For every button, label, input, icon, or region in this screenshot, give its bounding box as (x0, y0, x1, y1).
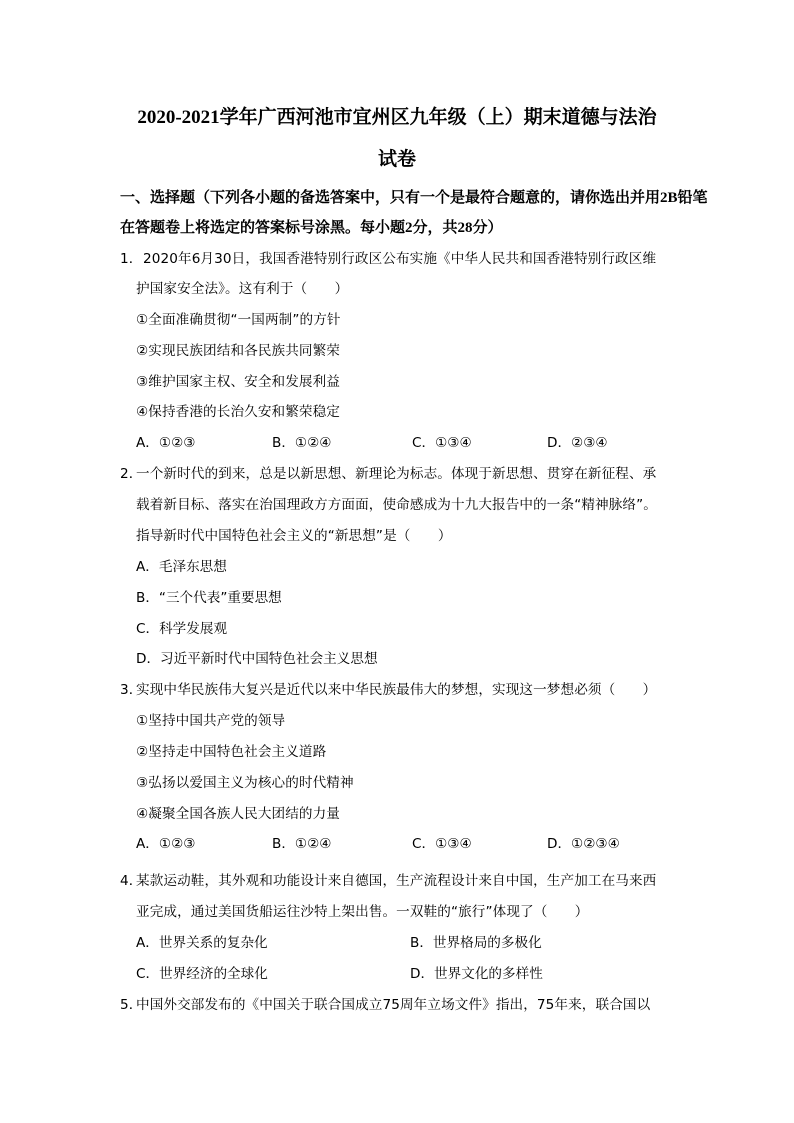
option-d[interactable]: D．世界文化的多样性 (410, 966, 543, 982)
option-c[interactable]: C．①③④ (412, 836, 472, 852)
option-a[interactable]: A．①②③ (136, 836, 196, 852)
option-b[interactable]: B．世界格局的多极化 (410, 935, 542, 951)
question-stem-line: 亚完成，通过美国货船运往沙特上架出售。一双鞋的“旅行”体现了（ ） (136, 904, 589, 920)
section-heading-line2: 在答题卷上将选定的答案标号涂黑。每小题2分，共28分） (120, 220, 503, 236)
question-number: 4． (120, 873, 143, 889)
option-d[interactable]: D．①②③④ (547, 836, 620, 852)
section-heading-line1: 一、选择题（下列各小题的备选答案中，只有一个是最符合题意的，请你选出并用2B铅笔 (120, 190, 708, 206)
question-stem-line: 载着新目标、落实在治国理政方方面面，使命感成为十九大报告中的一条“精神脉络”。 (136, 497, 657, 513)
option-a[interactable]: A．①②③ (136, 435, 196, 451)
option-d[interactable]: D．②③④ (547, 435, 608, 451)
question-stem-line: 实现中华民族伟大复兴是近代以来中华民族最伟大的梦想，实现这一梦想必须（ ） (136, 682, 657, 698)
question-number: 2． (120, 466, 143, 482)
option-a[interactable]: A．毛泽东思想 (136, 559, 227, 575)
question-stem-line: 中国外交部发布的《中国关于联合国成立75周年立场文件》指出，75年来，联合国以 (136, 997, 651, 1013)
statement-item: ④保持香港的长治久安和繁荣稳定 (136, 404, 340, 420)
option-c[interactable]: C．世界经济的全球化 (136, 966, 268, 982)
option-a[interactable]: A．世界关系的复杂化 (136, 935, 268, 951)
exam-title-line2: 试卷 (377, 149, 416, 170)
question-number: 3． (120, 682, 143, 698)
question-stem-line: 护国家安全法》。这有利于（ ） (136, 281, 349, 297)
question-stem-line: 指导新时代中国特色社会主义的“新思想”是（ ） (136, 528, 452, 544)
question-number: 5． (120, 997, 143, 1013)
question-stem-line: 2020年6月30日，我国香港特别行政区公布实施《中华人民共和国香港特别行政区维 (143, 251, 657, 267)
statement-item: ①坚持中国共产党的领导 (136, 713, 286, 729)
option-c[interactable]: C．①③④ (412, 435, 472, 451)
statement-item: ③维护国家主权、安全和发展利益 (136, 374, 340, 390)
exam-title-line1: 2020-2021学年广西河池市宜州区九年级（上）期末道德与法治 (137, 107, 657, 128)
statement-item: ①全面准确贯彻“一国两制”的方针 (136, 312, 341, 328)
question-number: 1． (120, 251, 143, 267)
statement-item: ②坚持走中国特色社会主义道路 (136, 744, 327, 760)
statement-item: ③弘扬以爱国主义为核心的时代精神 (136, 775, 354, 791)
option-b[interactable]: B．①②④ (272, 836, 332, 852)
question-stem-line: 一个新时代的到来，总是以新思想、新理论为标志。体现于新思想、贯穿在新征程、承 (136, 466, 657, 482)
option-c[interactable]: C．科学发展观 (136, 621, 228, 637)
option-d[interactable]: D．习近平新时代中国特色社会主义思想 (136, 651, 378, 667)
question-stem-line: 某款运动鞋，其外观和功能设计来自德国，生产流程设计来自中国，生产加工在马来西 (136, 873, 657, 889)
option-b[interactable]: B．“三个代表”重要思想 (136, 590, 282, 606)
option-b[interactable]: B．①②④ (272, 435, 332, 451)
statement-item: ④凝聚全国各族人民大团结的力量 (136, 806, 340, 822)
statement-item: ②实现民族团结和各民族共同繁荣 (136, 343, 340, 359)
